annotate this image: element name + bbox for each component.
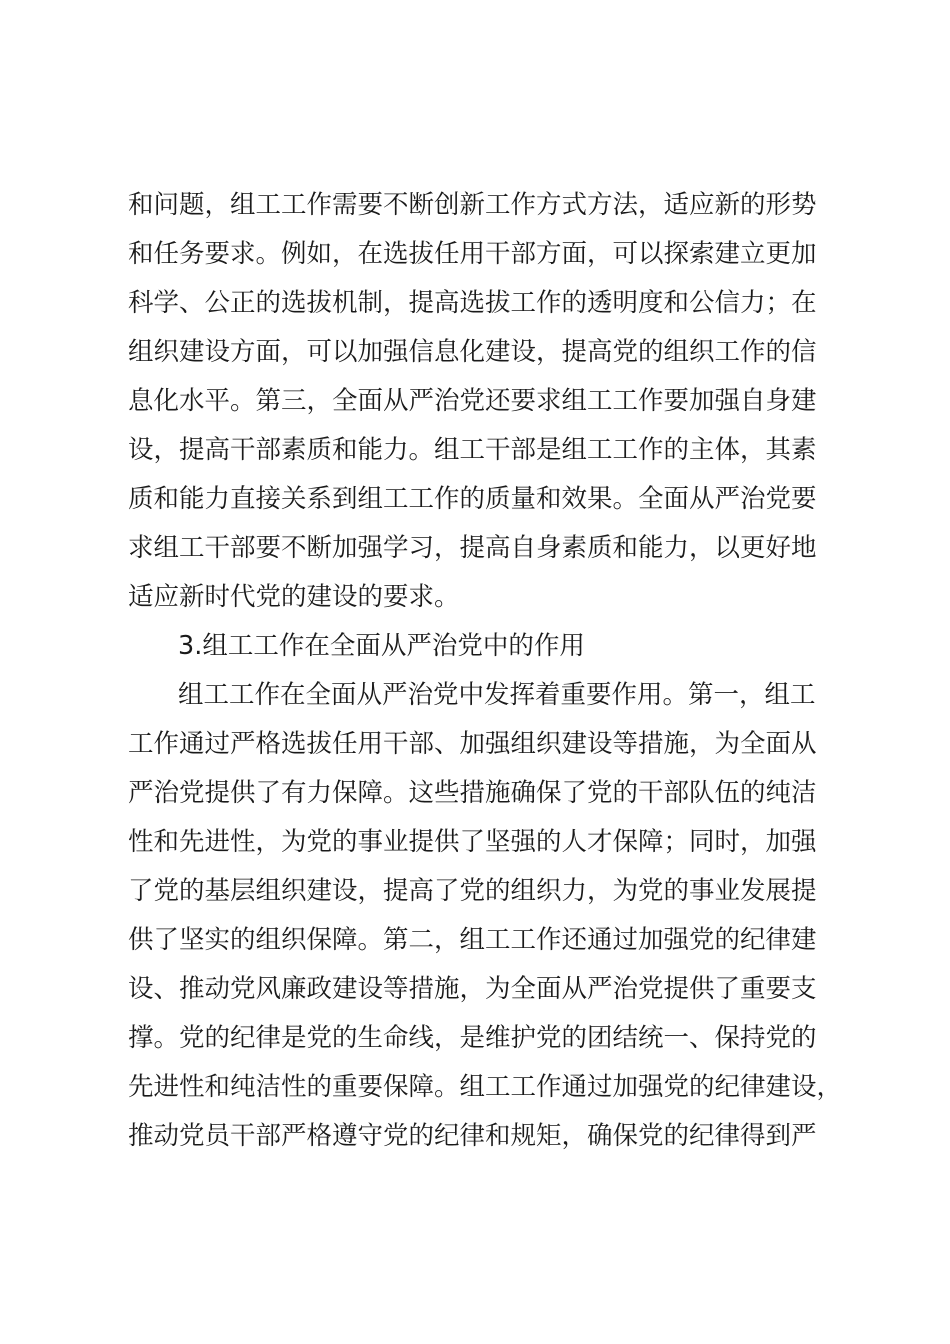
paragraph-line: 息化水平。第三，全面从严治党还要求组工工作要加强自身建 <box>128 386 817 416</box>
paragraph-line: 科学、公正的选拔机制，提高选拔工作的透明度和公信力；在 <box>128 288 817 318</box>
paragraph-line: 设、推动党风廉政建设等措施，为全面从严治党提供了重要支 <box>128 974 817 1004</box>
section-heading: 3.组工工作在全面从严治党中的作用 <box>178 631 585 661</box>
paragraph-line: 求组工干部要不断加强学习，提高自身素质和能力，以更好地 <box>128 533 817 563</box>
paragraph-line: 供了坚实的组织保障。第二，组工工作还通过加强党的纪律建 <box>128 925 817 955</box>
paragraph-line: 先进性和纯洁性的重要保障。组工工作通过加强党的纪律建设， <box>128 1072 843 1102</box>
paragraph-line: 质和能力直接关系到组工工作的质量和效果。全面从严治党要 <box>128 484 817 514</box>
paragraph-line: 组工工作在全面从严治党中发挥着重要作用。第一，组工 <box>178 680 816 710</box>
paragraph-line: 适应新时代党的建设的要求。 <box>128 582 460 612</box>
paragraph-line: 设，提高干部素质和能力。组工干部是组工工作的主体，其素 <box>128 435 817 465</box>
paragraph-line: 推动党员干部严格遵守党的纪律和规矩，确保党的纪律得到严 <box>128 1121 817 1151</box>
paragraph-line: 组织建设方面，可以加强信息化建设，提高党的组织工作的信 <box>128 337 817 367</box>
paragraph-line: 性和先进性，为党的事业提供了坚强的人才保障；同时，加强 <box>128 827 817 857</box>
paragraph-line: 严治党提供了有力保障。这些措施确保了党的干部队伍的纯洁 <box>128 778 817 808</box>
paragraph-line: 工作通过严格选拔任用干部、加强组织建设等措施，为全面从 <box>128 729 817 759</box>
paragraph-line: 了党的基层组织建设，提高了党的组织力，为党的事业发展提 <box>128 876 817 906</box>
paragraph-line: 和问题，组工工作需要不断创新工作方式方法，适应新的形势 <box>128 190 817 220</box>
paragraph-line: 撑。党的纪律是党的生命线，是维护党的团结统一、保持党的 <box>128 1023 817 1053</box>
paragraph-line: 和任务要求。例如，在选拔任用干部方面，可以探索建立更加 <box>128 239 817 269</box>
